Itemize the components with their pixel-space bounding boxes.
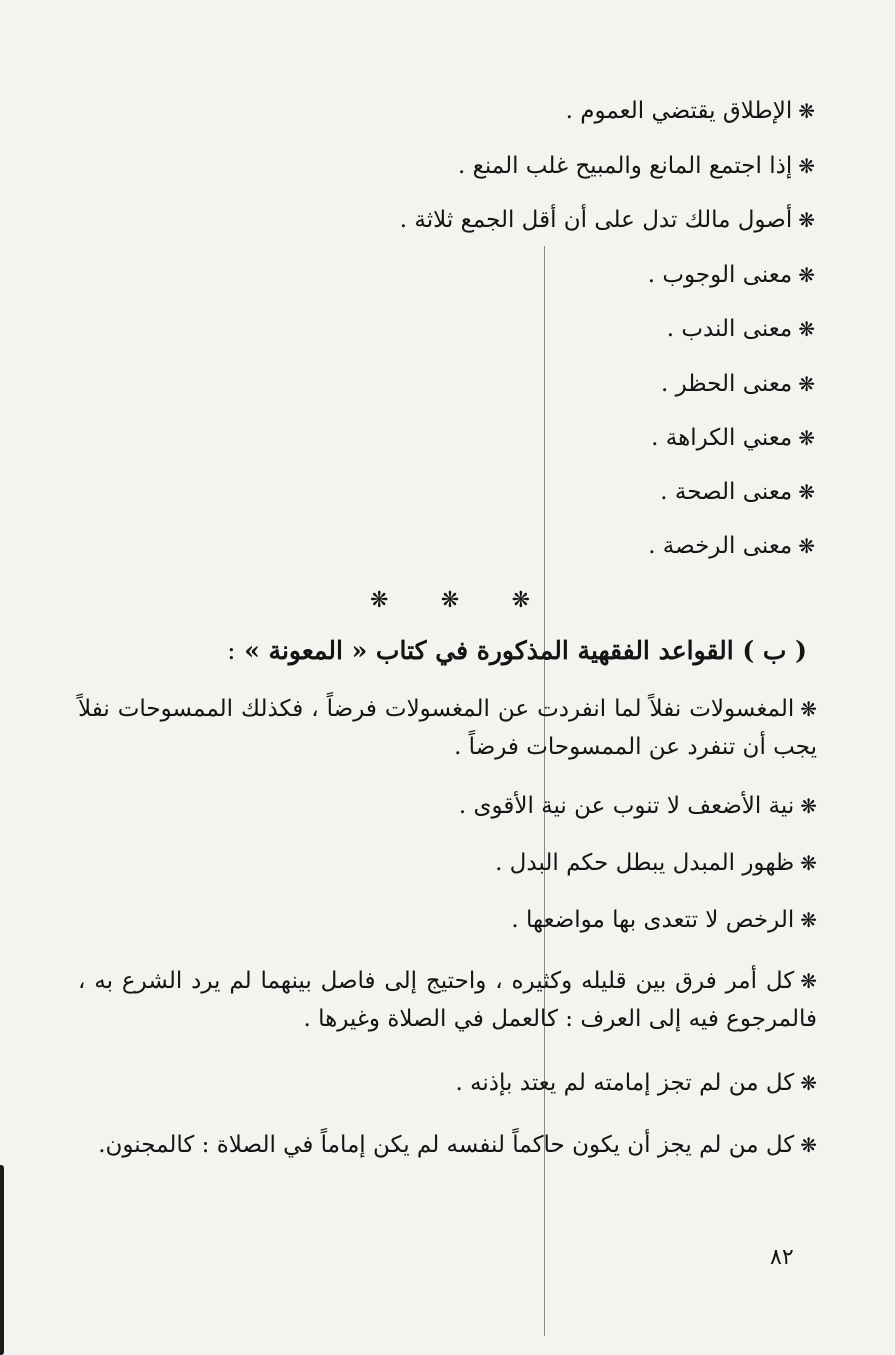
bullet-icon: ❋ bbox=[798, 372, 815, 396]
rule-b-item-6: ❋كل من لم تجز إمامته لم يعتد بإذنه . bbox=[455, 1070, 817, 1096]
scan-edge-mark bbox=[0, 1165, 4, 1355]
rule-item-5: ❋معنى الندب . bbox=[666, 316, 815, 342]
section-b-heading-colon: : bbox=[227, 636, 236, 665]
rule-item-7: ❋معني الكراهة . bbox=[651, 425, 815, 451]
rule-item-6: ❋معنى الحظر . bbox=[660, 371, 815, 397]
rule-b-item-7: ❋كل من لم يجز أن يكون حاكماً لنفسه لم يكن إماماً في الصلاة : كالمجنون. bbox=[98, 1132, 817, 1158]
separator-star-icon: ❋ bbox=[511, 588, 530, 613]
separator-star-icon: ❋ bbox=[370, 588, 389, 613]
separator-star-icon: ❋ bbox=[440, 588, 460, 613]
rule-item-9: ❋معنى الرخصة . bbox=[648, 533, 815, 559]
bullet-icon: ❋ bbox=[798, 208, 815, 232]
bullet-icon: ❋ bbox=[800, 908, 817, 932]
section-separator bbox=[370, 588, 530, 613]
rule-item-3: ❋أصول مالك تدل على أن أقل الجمع ثلاثة . bbox=[399, 207, 815, 233]
rule-item-1: ❋الإطلاق يقتضي العموم . bbox=[565, 98, 815, 124]
bullet-icon: ❋ bbox=[798, 154, 815, 178]
rule-b-item-5: ❋كل أمر فرق بين قليله وكثيره ، واحتيج إلى فاصل بينهما لم يرد الشرع به ، فالمرجوع فيه إلى العرف : كالعمل في الصلاة وغيرها . bbox=[78, 968, 817, 1032]
bullet-icon: ❋ bbox=[798, 480, 815, 504]
section-b-heading bbox=[227, 636, 807, 665]
bullet-icon: ❋ bbox=[800, 794, 817, 818]
bullet-icon: ❋ bbox=[798, 317, 815, 341]
bullet-icon: ❋ bbox=[800, 1133, 817, 1157]
rule-item-4: ❋معنى الوجوب . bbox=[647, 262, 815, 288]
rule-b-item-2: ❋نية الأضعف لا تنوب عن نية الأقوى . bbox=[458, 793, 817, 819]
rule-b-item-1: ❋المغسولات نفلاً لما انفردت عن المغسولات فرضاً ، فكذلك الممسوحات نفلاً يجب أن تنفرد عن الممسوحات فرضاً . bbox=[78, 696, 817, 760]
rule-b-item-4: ❋الرخص لا تتعدى بها مواضعها . bbox=[511, 907, 817, 933]
rule-item-2: ❋إذا اجتمع المانع والمبيح غلب المنع . bbox=[457, 153, 815, 179]
section-b-heading-text: ( ب ) القواعد الفقهية المذكورة في كتاب « المعونة » bbox=[244, 636, 807, 665]
bullet-icon: ❋ bbox=[800, 851, 817, 875]
bullet-icon: ❋ bbox=[798, 534, 815, 558]
bullet-icon: ❋ bbox=[798, 426, 815, 450]
bullet-icon: ❋ bbox=[800, 969, 817, 993]
rule-b-item-3: ❋ظهور المبدل يبطل حكم البدل . bbox=[495, 850, 817, 876]
page-number: ٨٢ bbox=[770, 1245, 794, 1270]
bullet-icon: ❋ bbox=[798, 99, 815, 123]
bullet-icon: ❋ bbox=[800, 697, 817, 721]
rule-item-8: ❋معنى الصحة . bbox=[660, 479, 815, 505]
bullet-icon: ❋ bbox=[798, 263, 815, 287]
bullet-icon: ❋ bbox=[800, 1071, 817, 1095]
